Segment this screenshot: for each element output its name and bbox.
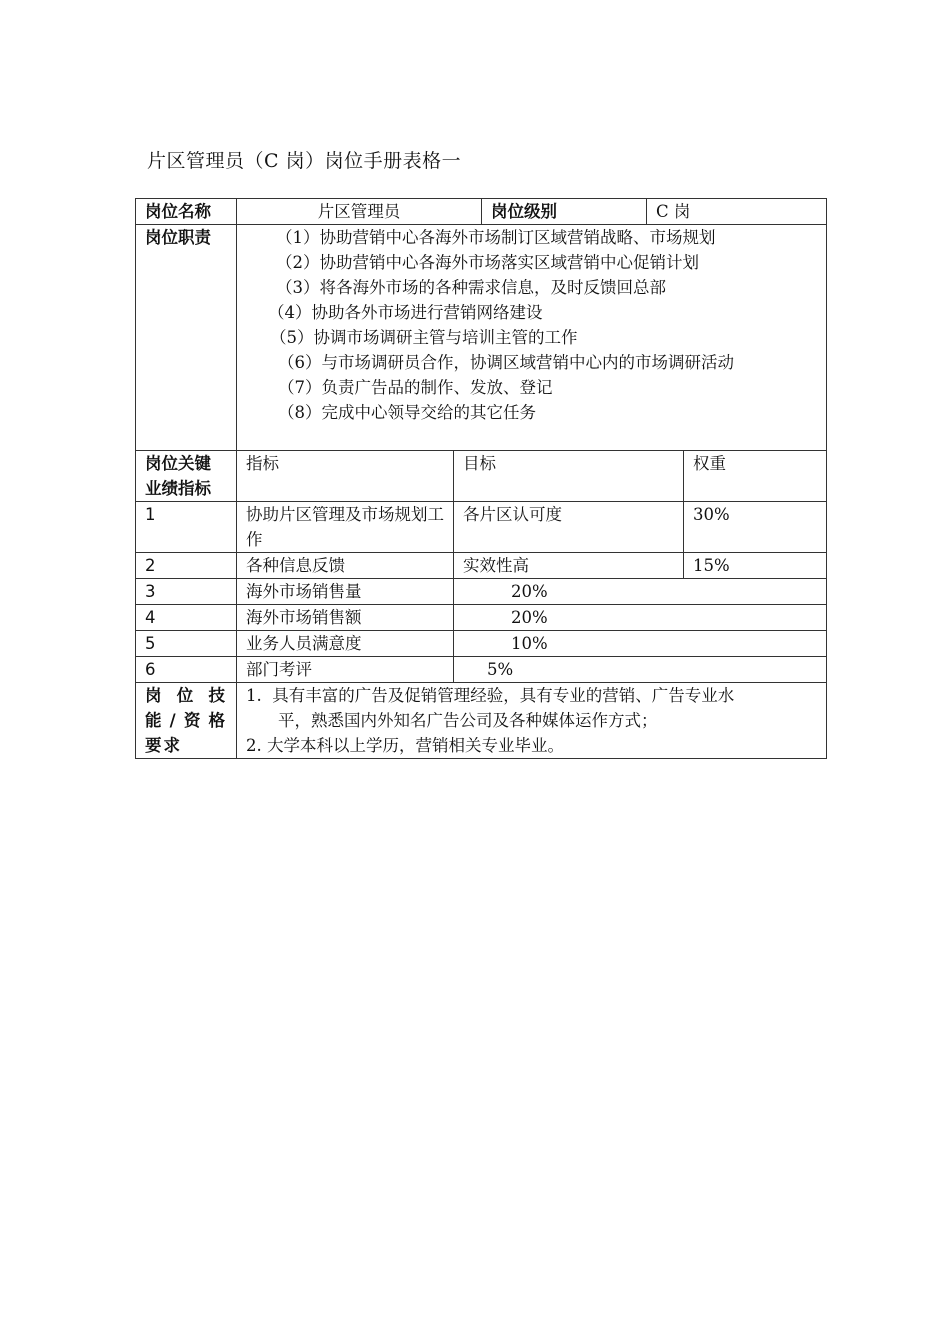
- kpi-row-number: 4: [136, 605, 237, 631]
- duty-item: （8）完成中心领导交给的其它任务: [278, 403, 536, 422]
- kpi-row-number: 3: [136, 579, 237, 605]
- kpi-header-target: 目标: [454, 451, 684, 502]
- kpi-row: [136, 631, 827, 657]
- skill-item: 1. 具有丰富的广告及促销管理经验，具有专业的营销、广告专业水: [246, 686, 735, 705]
- position-name-value: 片区管理员: [237, 199, 482, 225]
- kpi-row-number: 2: [136, 553, 237, 579]
- kpi-indicator: 海外市场销售量: [237, 579, 454, 605]
- kpi-indicator: 部门考评: [237, 657, 454, 683]
- kpi-target: 各片区认可度: [454, 502, 684, 553]
- skills-label: 岗位技能/资格要求: [136, 683, 237, 759]
- kpi-weight: 5%: [487, 660, 514, 679]
- position-level-label: 岗位级别: [482, 199, 647, 225]
- kpi-weight-merged: [454, 657, 827, 683]
- kpi-header-indicator: 指标: [237, 451, 454, 502]
- kpi-weight-merged: [454, 579, 827, 605]
- kpi-row: [136, 502, 827, 553]
- document-title: 片区管理员（C 岗）岗位手册表格一: [147, 150, 462, 172]
- kpi-indicator: 协助片区管理及市场规划工作: [237, 502, 454, 553]
- kpi-header-weight: 权重: [684, 451, 827, 502]
- position-level-value: C 岗: [647, 199, 827, 225]
- kpi-row-number: 5: [136, 631, 237, 657]
- skills-row: [136, 683, 827, 759]
- duty-item: （6）与市场调研员合作，协调区域营销中心内的市场调研活动: [278, 353, 734, 372]
- duties-row: [136, 225, 827, 451]
- kpi-row-number: 1: [136, 502, 237, 553]
- duty-item: （3）将各海外市场的各种需求信息，及时反馈回总部: [276, 278, 666, 297]
- kpi-weight: 15%: [684, 553, 827, 579]
- kpi-label: 岗位关键业绩指标: [136, 451, 237, 502]
- kpi-indicator: 业务人员满意度: [237, 631, 454, 657]
- kpi-weight-merged: [454, 605, 827, 631]
- duties-label: 岗位职责: [136, 225, 237, 451]
- kpi-row: [136, 553, 827, 579]
- kpi-weight: 30%: [684, 502, 827, 553]
- kpi-row: [136, 579, 827, 605]
- duty-item: （1）协助营销中心各海外市场制订区域营销战略、市场规划: [276, 228, 716, 247]
- kpi-indicator: 各种信息反馈: [237, 553, 454, 579]
- kpi-weight: 20%: [511, 582, 548, 601]
- duty-item: （5）协调市场调研主管与培训主管的工作: [270, 328, 578, 347]
- position-row: [136, 199, 827, 225]
- kpi-indicator: 海外市场销售额: [237, 605, 454, 631]
- skill-item: 2. 大学本科以上学历，营销相关专业毕业。: [246, 736, 564, 755]
- duty-item: （4）协助各外市场进行营销网络建设: [268, 303, 543, 322]
- skills-content: [237, 683, 827, 759]
- job-manual-table: [135, 198, 827, 759]
- kpi-weight: 20%: [511, 608, 548, 627]
- position-name-label: 岗位名称: [136, 199, 237, 225]
- kpi-row: [136, 605, 827, 631]
- kpi-weight: 10%: [511, 634, 548, 653]
- kpi-row: [136, 657, 827, 683]
- skill-item-continued: 平，熟悉国内外知名广告公司及各种媒体运作方式；: [278, 711, 658, 730]
- kpi-target: 实效性高: [454, 553, 684, 579]
- duty-item: （2）协助营销中心各海外市场落实区域营销中心促销计划: [276, 253, 699, 272]
- kpi-weight-merged: [454, 631, 827, 657]
- kpi-header-row: [136, 451, 827, 502]
- duty-item: （7）负责广告品的制作、发放、登记: [278, 378, 553, 397]
- kpi-row-number: 6: [136, 657, 237, 683]
- duties-content: [237, 225, 827, 451]
